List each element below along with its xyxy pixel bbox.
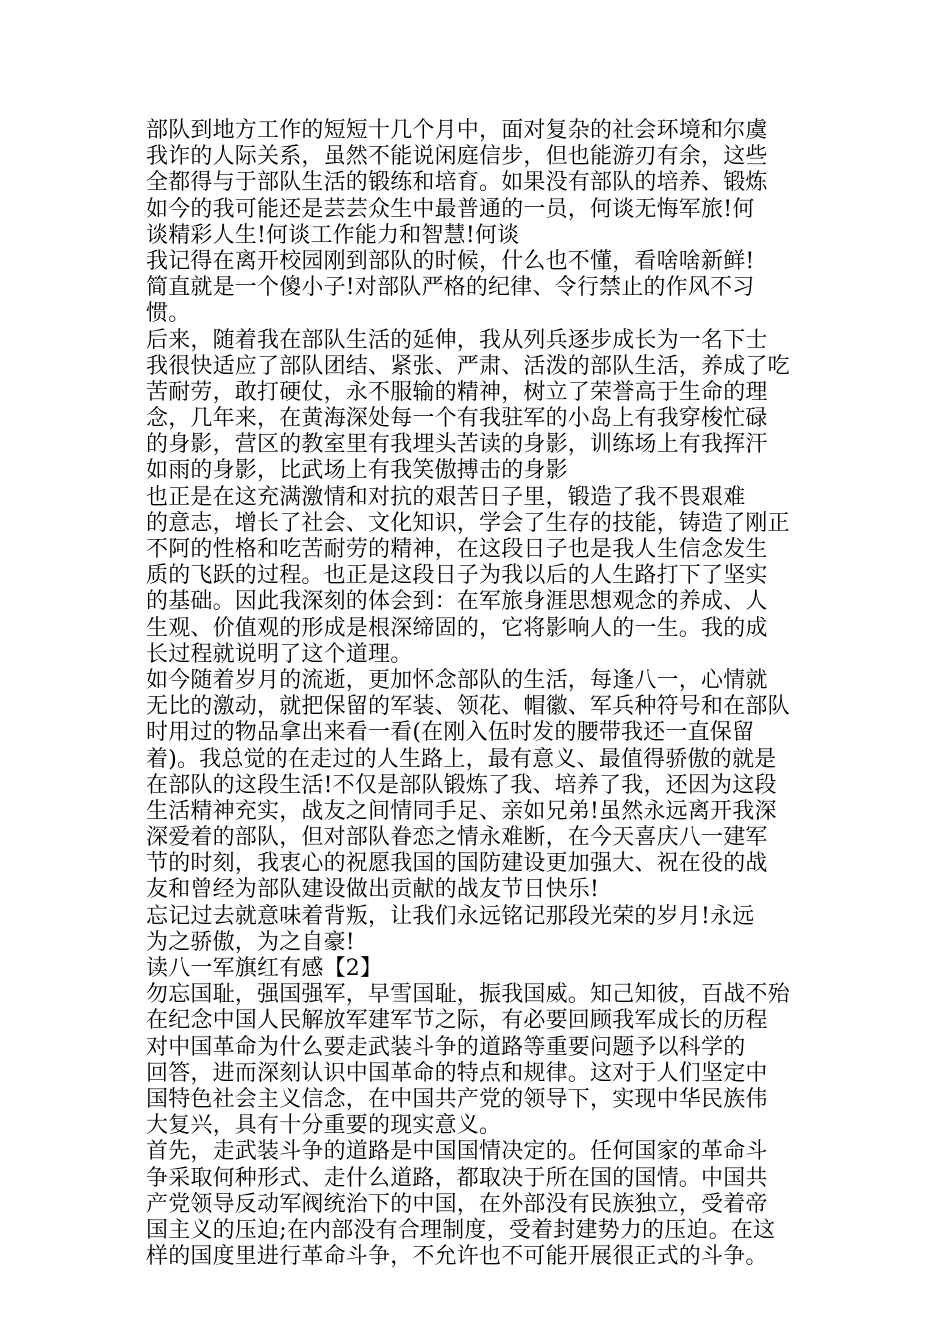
text-line: 的身影，营区的教室里有我埋头苦读的身影，训练场上有我挥汗 bbox=[146, 432, 768, 458]
text-line: 如今随着岁月的流逝，更加怀念部队的生活，每逢八一，心情就 bbox=[146, 667, 768, 693]
text-line: 深爱着的部队，但对部队眷恋之情永难断，在今天喜庆八一建军 bbox=[146, 825, 768, 851]
text-line: 也正是在这充满激情和对抗的艰苦日子里，锻造了我不畏艰难 bbox=[146, 484, 746, 510]
text-line: 争采取何种形式、走什么道路，都取决于所在国的国情。中国共 bbox=[146, 1165, 768, 1191]
text-line: 不阿的性格和吃苦耐劳的精神，在这段日子也是我人生信念发生 bbox=[146, 537, 768, 562]
text-line: 无比的激动，就把保留的军装、领花、帽徽、军兵种符号和在部队 bbox=[146, 694, 790, 720]
text-line: 在部队的这段生活!不仅是部队锻炼了我、培养了我，还因为这段 bbox=[146, 772, 777, 798]
text-line: 谈精彩人生!何谈工作能力和智慧!何谈 bbox=[146, 222, 520, 248]
section-heading: 读八一军旗红有感【2】 bbox=[146, 956, 383, 981]
text-line: 惯。 bbox=[146, 301, 191, 327]
text-line: 勿忘国耻，强国强军，早雪国耻，振我国威。知己知彼，百战不殆 bbox=[146, 982, 790, 1008]
text-line: 忘记过去就意味着背叛，让我们永远铭记那段光荣的岁月!永远 bbox=[146, 903, 755, 929]
text-line: 质的飞跃的过程。也正是这段日子为我以后的人生路打下了坚实 bbox=[146, 563, 768, 589]
text-line: 在纪念中国人民解放军建军节之际，有必要回顾我军成长的历程 bbox=[146, 1008, 768, 1034]
text-line: 产党领导反动军阀统治下的中国，在外部没有民族独立，受着帝 bbox=[146, 1191, 768, 1217]
text-line: 时用过的物品拿出来看一看(在刚入伍时发的腰带我还一直保留 bbox=[146, 720, 755, 746]
text-line: 部队到地方工作的短短十几个月中，面对复杂的社会环境和尔虞 bbox=[146, 118, 768, 143]
text-line: 我很快适应了部队团结、紧张、严肃、活泼的部队生活，养成了吃 bbox=[146, 353, 790, 379]
text-line: 对中国革命为什么要走武装斗争的道路等重要问题予以科学的 bbox=[146, 1034, 746, 1060]
text-line: 苦耐劳，敢打硬仗，永不服输的精神，树立了荣誉高于生命的理 bbox=[146, 379, 768, 405]
text-line: 全都得与于部队生活的锻练和培育。如果没有部队的培养、锻炼 bbox=[146, 170, 768, 196]
text-line: 念，几年来，在黄海深处每一个有我驻军的小岛上有我穿梭忙碌 bbox=[146, 406, 768, 432]
text-line: 如雨的身影，比武场上有我笑傲搏击的身影 bbox=[146, 458, 568, 484]
text-line: 生观、价值观的形成是根深缔固的，它将影响人的一生。我的成 bbox=[146, 615, 768, 641]
document-page bbox=[146, 118, 822, 1270]
text-line: 如今的我可能还是芸芸众生中最普通的一员，何谈无悔军旅!何 bbox=[146, 196, 755, 222]
text-line: 我诈的人际关系，虽然不能说闲庭信步，但也能游刃有余，这些 bbox=[146, 144, 768, 170]
text-line: 的基础。因此我深刻的体会到：在军旅身涯思想观念的养成、人 bbox=[146, 589, 768, 615]
text-line: 回答，进而深刻认识中国革命的特点和规律。这对于人们坚定中 bbox=[146, 1060, 768, 1086]
text-line: 大复兴，具有十分重要的现实意义。 bbox=[146, 1113, 502, 1139]
text-line: 着)。我总觉的在走过的人生路上，最有意义、最值得骄傲的就是 bbox=[146, 746, 777, 772]
text-line: 为之骄傲，为之自豪! bbox=[146, 929, 355, 955]
text-line: 样的国度里进行革命斗争，不允许也不可能开展很正式的斗争。 bbox=[146, 1244, 768, 1270]
text-line: 国主义的压迫;在内部没有合理制度，受着封建势力的压迫。在这 bbox=[146, 1217, 776, 1243]
text-line: 长过程就说明了这个道理。 bbox=[146, 641, 413, 667]
text-line: 节的时刻，我衷心的祝愿我国的国防建设更加强大、祝在役的战 bbox=[146, 851, 768, 877]
text-line: 简直就是一个傻小子!对部队严格的纪律、令行禁止的作风不习 bbox=[146, 275, 755, 301]
text-line: 友和曾经为部队建设做出贡献的战友节日快乐! bbox=[146, 877, 600, 903]
text-line: 的意志，增长了社会、文化知识，学会了生存的技能，铸造了刚正 bbox=[146, 510, 790, 536]
text-line: 我记得在离开校园刚到部队的时候，什么也不懂，看啥啥新鲜! bbox=[146, 248, 755, 274]
text-line: 后来，随着我在部队生活的延伸，我从列兵逐步成长为一名下士 bbox=[146, 327, 768, 353]
text-line: 生活精神充实，战友之间情同手足、亲如兄弟!虽然永远离开我深 bbox=[146, 798, 777, 824]
text-line: 国特色社会主义信念，在中国共产党的领导下，实现中华民族伟 bbox=[146, 1086, 768, 1112]
text-line: 首先，走武装斗争的道路是中国国情决定的。任何国家的革命斗 bbox=[146, 1139, 768, 1165]
